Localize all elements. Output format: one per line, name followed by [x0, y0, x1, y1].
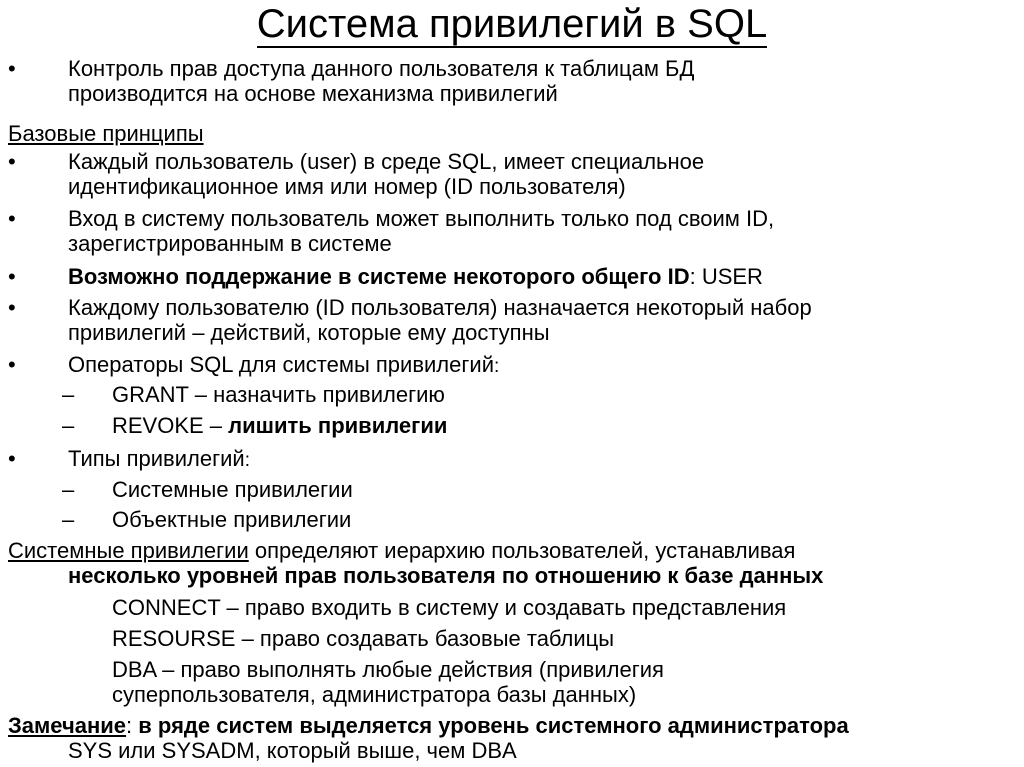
- principle-3-bold: Возможно поддержание в системе некоторого общего ID: [68, 264, 690, 289]
- system-def-line-2: несколько уровней прав пользователя по отношению к базе данных: [68, 563, 824, 588]
- bullet-dot: •: [8, 264, 16, 289]
- principle-6-text: Типы привилегий: [68, 446, 245, 471]
- note-line-1: [8, 713, 849, 738]
- principle-6: [68, 446, 250, 473]
- note-underlined: Замечание: [8, 713, 127, 738]
- principle-1-line-2: идентификационное имя или номер (ID пользователя): [68, 174, 626, 199]
- operator-grant: GRANT – назначить привилегию: [112, 382, 445, 407]
- principle-4-line-1: Каждому пользователю (ID пользователя) назначается некоторый набор: [68, 295, 812, 320]
- level-resourse: RESOURSE – право создавать базовые таблицы: [112, 626, 615, 651]
- system-def-line-1: [8, 538, 795, 563]
- bullet-dash: –: [62, 413, 75, 438]
- bullet-dash: –: [62, 382, 75, 407]
- privilege-type-object: Объектные привилегии: [112, 507, 352, 532]
- principle-3-rest: : USER: [689, 264, 763, 289]
- level-dba-line-1: DBA – право выполнять любые действия (привилегия: [112, 657, 664, 682]
- bullet-dot: •: [8, 295, 16, 320]
- bullet-dash: –: [62, 507, 75, 532]
- privilege-type-system: Системные привилегии: [112, 477, 353, 502]
- system-def-rest: определяют иерархию пользователей, устанавливая: [248, 538, 796, 563]
- principle-2-line-2: зарегистрированным в системе: [68, 231, 392, 256]
- principle-4-line-2: привилегий – действий, которые ему доступны: [68, 320, 550, 345]
- bullet-dot: •: [8, 206, 16, 231]
- bullet-dot: •: [8, 352, 16, 377]
- principle-5-colon: :: [493, 356, 500, 377]
- principle-6-colon: :: [244, 450, 250, 471]
- level-dba-line-2: суперпользователя, администратора базы данных): [112, 682, 637, 707]
- page-title-text: Система привилегий в SQL: [256, 2, 768, 46]
- note-colon: :: [126, 713, 133, 738]
- intro-line-1: Контроль прав доступа данного пользователя к таблицам БД: [68, 56, 695, 81]
- principle-3: [68, 264, 763, 289]
- note-bold: в ряде систем выделяется уровень системного администратора: [132, 713, 849, 738]
- intro-line-2: производится на основе механизма привилегий: [68, 81, 558, 106]
- operator-revoke-plain: REVOKE –: [112, 413, 229, 438]
- operator-revoke: [112, 413, 447, 438]
- level-connect: CONNECT – право входить в систему и создавать представления: [112, 595, 787, 620]
- note-line-2: SYS или SYSADM, который выше, чем DBA: [68, 738, 517, 763]
- bullet-dash: –: [62, 477, 75, 502]
- bullet-dot: •: [8, 446, 16, 471]
- system-def-underlined: Системные привилегии: [8, 538, 249, 563]
- page-title: [0, 2, 1024, 46]
- principle-5: [68, 352, 499, 379]
- principle-1-line-1: Каждый пользователь (user) в среде SQL, имеет специальное: [68, 149, 705, 174]
- principle-2-line-1: Вход в систему пользователь может выполнить только под своим ID,: [68, 206, 775, 231]
- bullet-dot: •: [8, 56, 16, 81]
- bullet-dot: •: [8, 149, 16, 174]
- operator-revoke-bold: лишить привилегии: [228, 413, 448, 438]
- principles-heading: Базовые принципы: [8, 121, 204, 146]
- principle-5-text: Операторы SQL для системы привилегий: [68, 352, 494, 377]
